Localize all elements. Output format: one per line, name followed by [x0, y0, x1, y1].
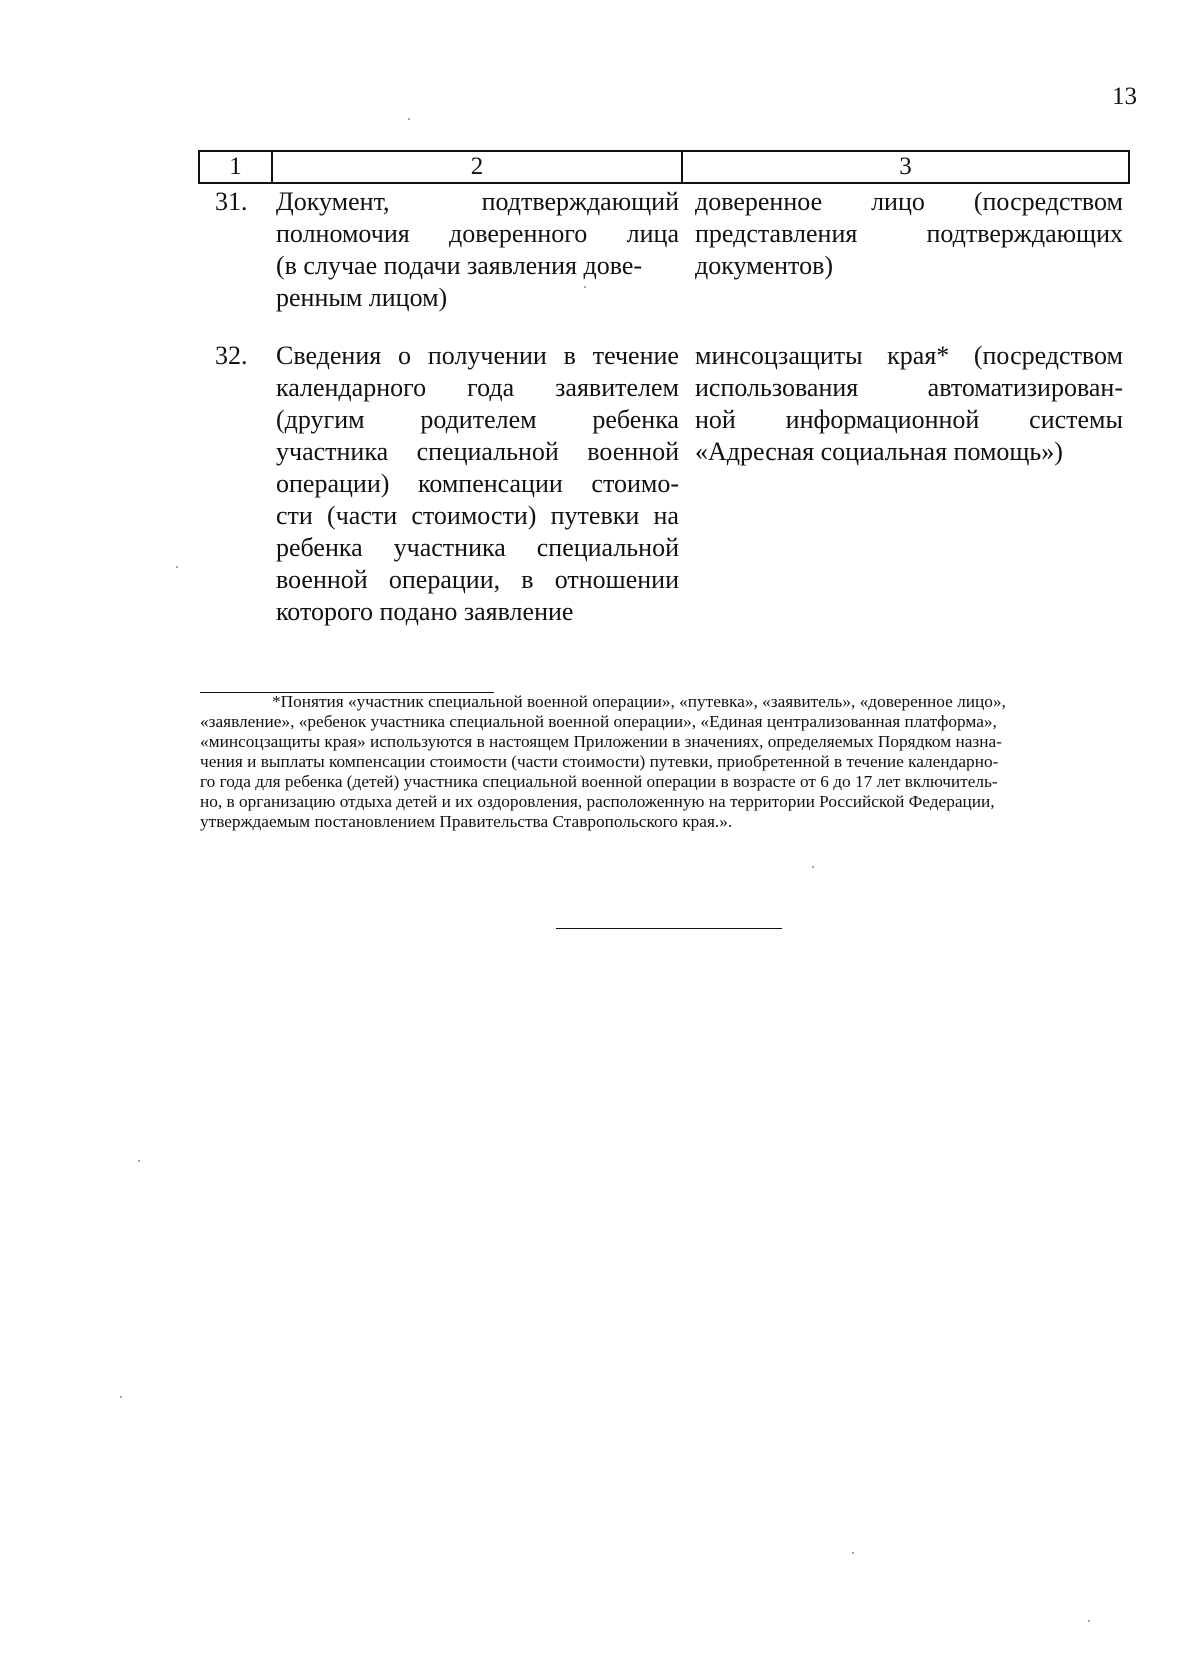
row-number: 32.: [215, 341, 248, 370]
text-line: [276, 186, 679, 218]
text-line: [695, 340, 1123, 372]
footnote-line: «заявление», «ребенок участника специальной военной операции», «Единая централизованная платформа»,: [200, 712, 997, 731]
text-word: (другим: [276, 405, 365, 434]
text-word: (посредством: [973, 187, 1123, 216]
text-line: «Адресная социальная помощь»): [695, 437, 1063, 466]
footnote: [200, 692, 1132, 832]
source-cell: [695, 340, 1123, 468]
text-line: [276, 468, 679, 500]
footnote-line: утверждаемым постановлением Правительства Ставропольского края.».: [200, 812, 733, 831]
scan-speck: [1088, 1620, 1090, 1622]
text-line: [695, 404, 1123, 436]
text-word: о: [398, 341, 412, 370]
text-line: которого подано заявление: [276, 597, 574, 626]
scan-speck: [176, 566, 178, 568]
text-word: доверенное: [695, 187, 823, 216]
text-word: компенсации: [418, 469, 563, 498]
text-word: операции): [276, 469, 390, 498]
text-word: года: [467, 373, 515, 402]
text-word: календарного: [276, 373, 427, 402]
text-line: [276, 532, 679, 564]
text-word: минсоцзащиты: [695, 341, 863, 370]
text-word: участника: [393, 533, 506, 562]
text-word: стоимости): [411, 501, 537, 530]
text-word: представления: [695, 219, 858, 248]
text-line: [695, 186, 1123, 218]
text-line: [276, 436, 679, 468]
text-word: родителем: [420, 405, 537, 434]
text-line: документов): [695, 251, 834, 280]
text-word: доверенного: [449, 219, 588, 248]
text-word: использования: [695, 373, 859, 402]
text-word: стоимо-: [591, 469, 679, 498]
footnote-line: «минсоцзащиты края» используются в настоящем Приложении в значениях, определяемых Порядком назна-: [200, 732, 1002, 751]
text-word: путевки: [550, 501, 640, 530]
footnote-line: но, в организацию отдыха детей и их оздоровления, расположенную на территории Российской Федерации,: [200, 792, 995, 811]
page-number: 13: [1112, 83, 1137, 110]
text-word: Документ,: [276, 187, 390, 216]
text-line: (в случае подачи заявления дове-: [276, 251, 643, 280]
document-cell: [276, 340, 679, 628]
text-line: [276, 500, 679, 532]
text-word: специальной: [416, 437, 559, 466]
text-word: в: [563, 341, 576, 370]
text-word: подтверждающий: [481, 187, 679, 216]
text-line: [276, 340, 679, 372]
text-word: автоматизирован-: [927, 373, 1123, 402]
header-col-3: 3: [899, 153, 912, 180]
text-line: [695, 372, 1123, 404]
row-number: 31.: [215, 187, 248, 216]
footnote-line: го года для ребенка (детей) участника специальной военной операции в возрасте от 6 до 17 лет включитель-: [200, 772, 998, 791]
scan-speck: [120, 1396, 122, 1398]
text-word: течение: [592, 341, 679, 370]
text-word: ребенка: [276, 533, 363, 562]
footnote-line: чения и выплаты компенсации стоимости (части стоимости) путевки, приобретенной в течение календарно-: [200, 752, 999, 771]
text-word: сти: [276, 501, 313, 530]
end-separator: [556, 928, 782, 929]
text-word: военной: [276, 565, 368, 594]
text-line: [276, 218, 679, 250]
text-word: (части: [327, 501, 398, 530]
text-line: [276, 404, 679, 436]
scan-speck: [852, 1552, 854, 1554]
text-word: отношении: [554, 565, 679, 594]
source-cell: [695, 186, 1123, 282]
footnote-line: *Понятия «участник специальной военной операции», «путевка», «заявитель», «доверенное лицо»,: [272, 692, 1006, 711]
text-word: операции,: [388, 565, 501, 594]
text-line: [276, 564, 679, 596]
text-word: на: [653, 501, 679, 530]
document-cell: [276, 186, 679, 314]
text-word: Сведения: [276, 341, 382, 370]
scan-speck: [408, 118, 410, 120]
text-word: специальной: [536, 533, 679, 562]
text-word: заявителем: [555, 373, 679, 402]
text-word: участника: [276, 437, 389, 466]
text-line: ренным лицом): [276, 283, 448, 312]
text-word: полномочия: [276, 219, 410, 248]
scan-speck: [138, 1160, 140, 1162]
scan-speck: [584, 286, 586, 288]
header-col-1: 1: [200, 152, 273, 182]
text-word: лица: [626, 219, 679, 248]
text-word: получении: [427, 341, 547, 370]
header-col-2: 2: [273, 152, 683, 182]
text-word: подтверждающих: [926, 219, 1123, 248]
text-word: ной: [695, 405, 736, 434]
scan-speck: [812, 866, 814, 868]
text-line: [276, 372, 679, 404]
text-word: края*: [887, 341, 950, 370]
text-word: ребенка: [592, 405, 679, 434]
text-word: военной: [587, 437, 679, 466]
text-word: в: [521, 565, 534, 594]
text-line: [695, 218, 1123, 250]
table-header: [198, 150, 1130, 184]
text-word: информационной: [785, 405, 980, 434]
text-word: (посредством: [973, 341, 1123, 370]
text-word: системы: [1029, 405, 1123, 434]
text-word: лицо: [871, 187, 925, 216]
